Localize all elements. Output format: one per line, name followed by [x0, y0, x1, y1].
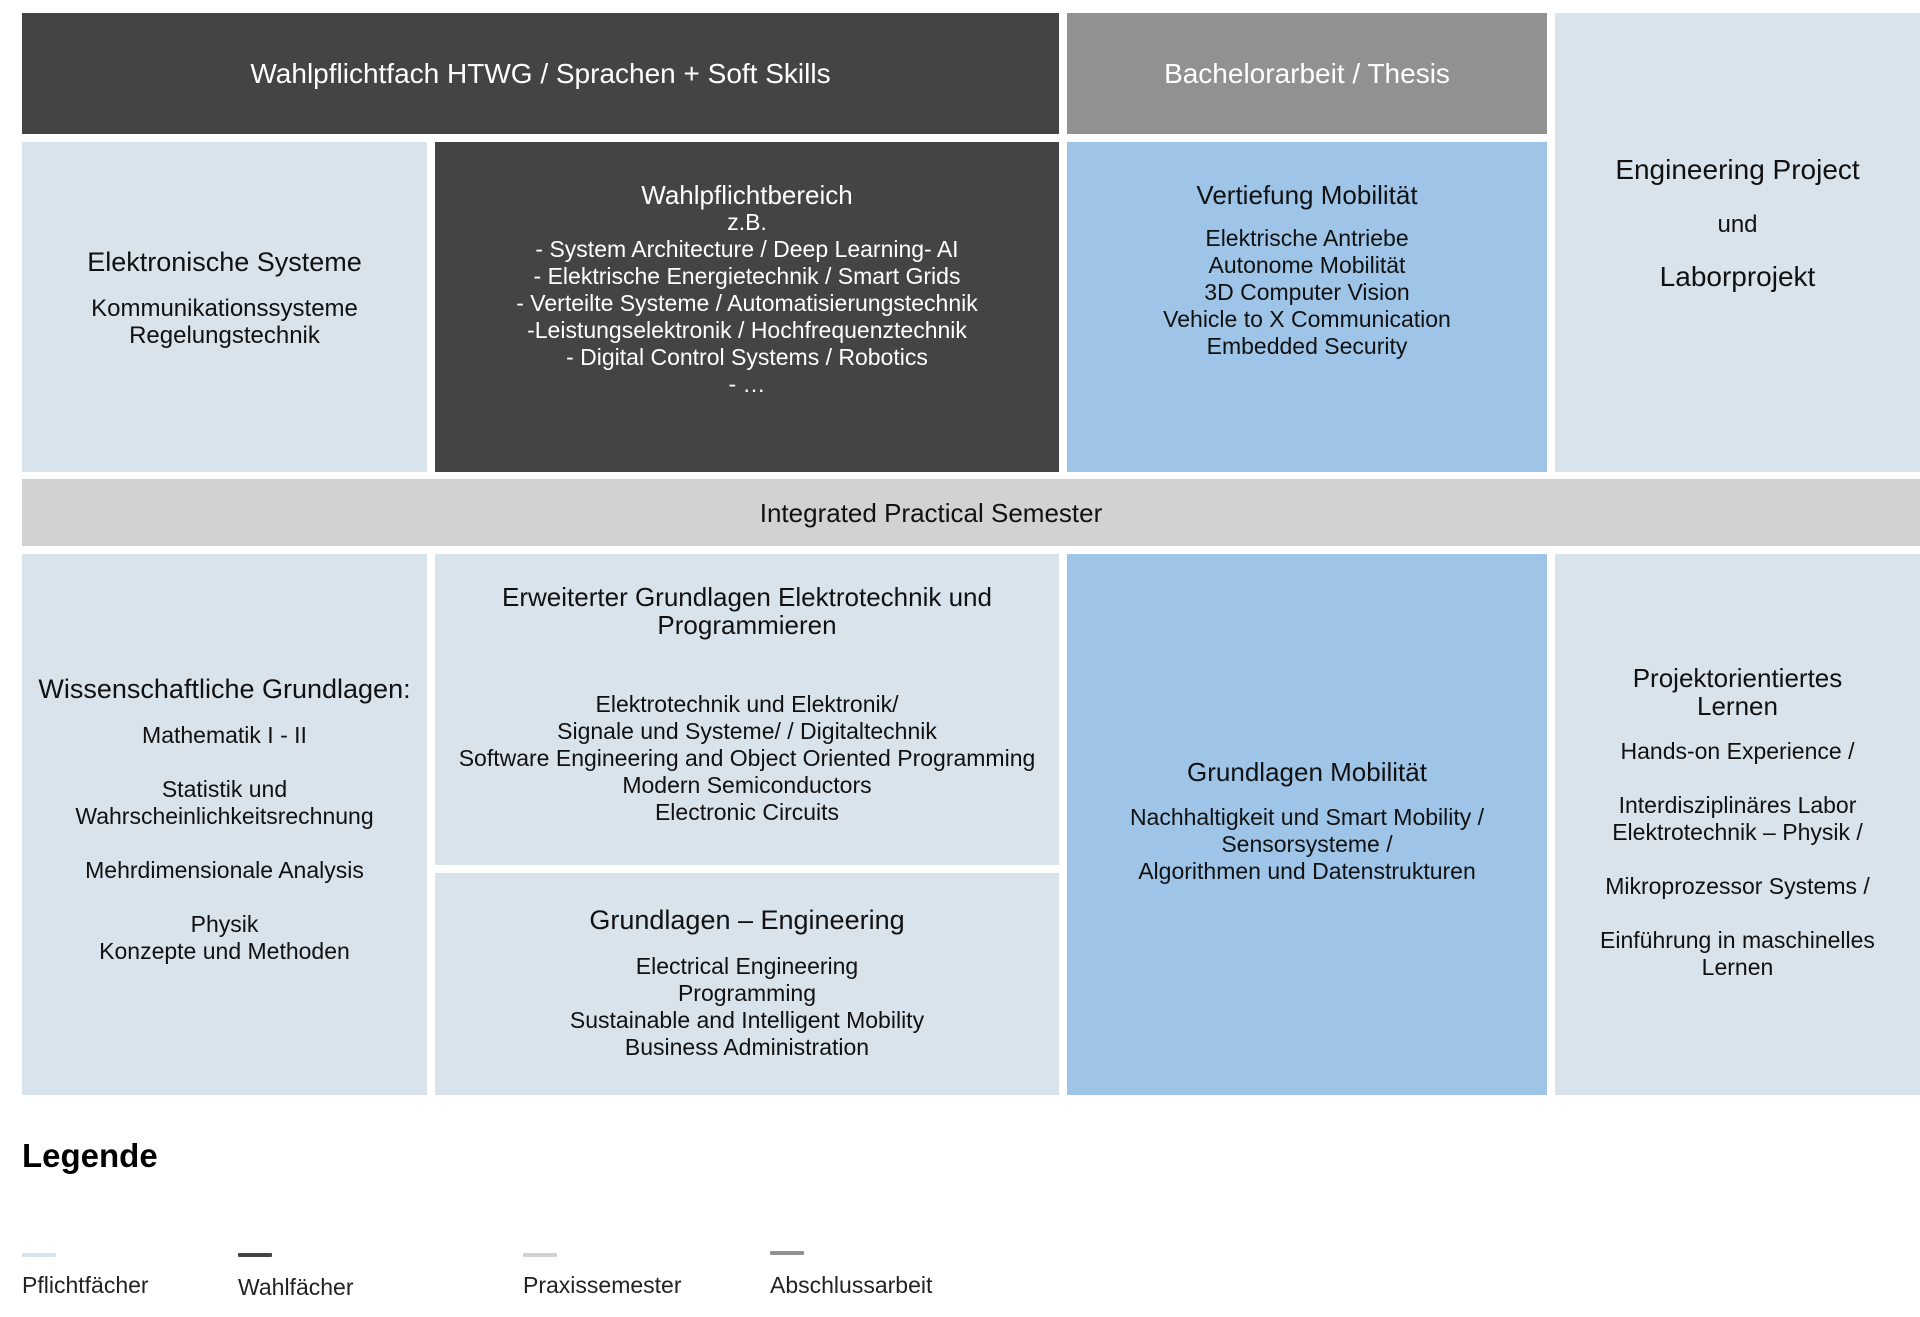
legend-label-mandatory: Pflichtfächer	[22, 1272, 149, 1298]
project-learning-title: Projektorientiertes Lernen	[1632, 663, 1843, 721]
engineering-project-subtitle: Laborprojekt	[1659, 261, 1816, 292]
electronic-systems-body: Kommunikationssysteme Regelungstechnik	[91, 295, 358, 349]
mobility-foundations-block	[1067, 554, 1547, 1095]
elective-area-title: Wahlpflichtbereich	[641, 180, 853, 210]
engineering-foundations-block	[435, 873, 1059, 1095]
thesis-block	[1067, 13, 1547, 134]
mobility-foundations-body: Nachhaltigkeit und Smart Mobility / Sensorsysteme / Algorithmen und Datenstrukturen	[1129, 804, 1485, 884]
legend-swatch-practical	[523, 1253, 557, 1257]
extended-foundations-block	[435, 554, 1059, 865]
engineering-project-block	[1555, 13, 1920, 472]
elective-htwg-block	[22, 13, 1059, 134]
electronic-systems-title: Elektronische Systeme	[87, 247, 362, 277]
thesis-label: Bachelorarbeit / Thesis	[1164, 57, 1450, 89]
engineering-foundations-title: Grundlagen – Engineering	[589, 905, 905, 935]
engineering-foundations-body: Electrical Engineering Programming Sustainable and Intelligent Mobility Business Administration	[569, 953, 925, 1060]
legend-label-elective: Wahlfächer	[238, 1274, 354, 1300]
legend-swatch-mandatory	[22, 1253, 56, 1257]
legend-label-thesis: Abschlussarbeit	[770, 1272, 933, 1298]
extended-foundations-body: Elektrotechnik und Elektronik/ Signale und Systeme/ / Digitaltechnik Software Engineering and Object Oriented Programming Modern Semiconductors Electronic Circuits	[458, 691, 1036, 825]
project-learning-body: Hands-on Experience / Interdisziplinäres Labor Elektrotechnik – Physik / Mikroprozessor Systems / Einführung in maschinelles Lernen	[1600, 738, 1875, 980]
extended-foundations-title: Erweiterter Grundlagen Elektrotechnik und Programmieren	[502, 582, 992, 640]
mobility-specialization-body: Elektrische Antriebe Autonome Mobilität 3D Computer Vision Vehicle to X Communication Embedded Security	[1163, 225, 1451, 359]
legend-title: Legende	[22, 1137, 158, 1174]
scientific-foundations-body: Mathematik I - II Statistik und Wahrscheinlichkeitsrechnung Mehrdimensionale Analysis Physik Konzepte und Methoden	[75, 722, 374, 964]
electronic-systems-block	[22, 142, 427, 472]
engineering-project-connector: und	[1717, 211, 1758, 238]
practical-semester-label: Integrated Practical Semester	[759, 497, 1103, 528]
engineering-project-title: Engineering Project	[1615, 154, 1860, 185]
elective-area-body: z.B. - System Architecture / Deep Learning- AI - Elektrische Energietechnik / Smart Grids - Verteilte Systeme / Automatisierungstechnik -Leistungselektronik / Hochfrequenztechnik - Digital Control Systems / Robotics - …	[516, 209, 978, 397]
mobility-specialization-block	[1067, 142, 1547, 472]
elective-htwg-label: Wahlpflichtfach HTWG / Sprachen + Soft Skills	[250, 57, 831, 89]
legend-swatch-elective	[238, 1253, 272, 1257]
mobility-foundations-title: Grundlagen Mobilität	[1187, 757, 1427, 787]
legend-swatch-thesis	[770, 1251, 804, 1255]
elective-area-block	[435, 142, 1059, 472]
practical-semester-band	[22, 479, 1920, 546]
legend-label-practical: Praxissemester	[523, 1272, 682, 1298]
scientific-foundations-block	[22, 554, 427, 1095]
scientific-foundations-title: Wissenschaftliche Grundlagen:	[38, 674, 411, 704]
mobility-specialization-title: Vertiefung Mobilität	[1196, 180, 1418, 210]
project-learning-block	[1555, 554, 1920, 1095]
